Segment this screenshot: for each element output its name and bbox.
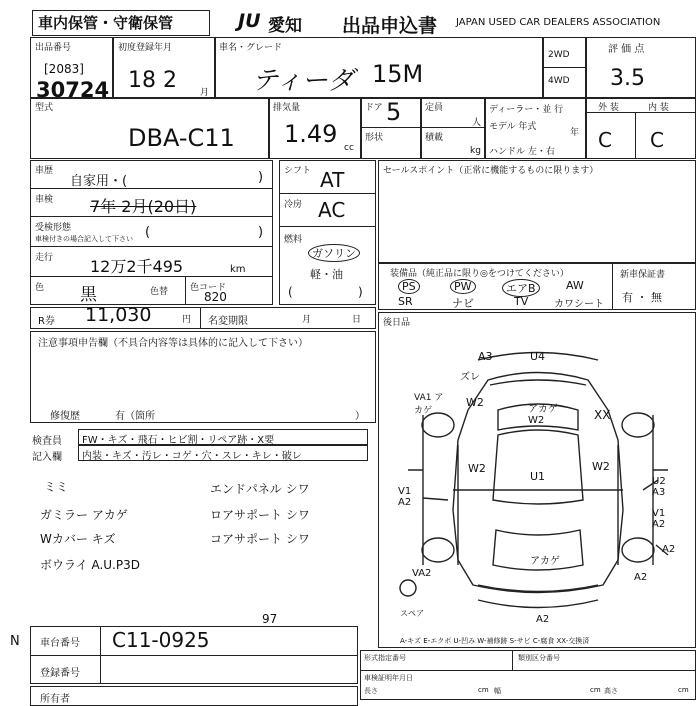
- color-value: 黒: [80, 285, 97, 305]
- fuel-label: 燃料: [284, 235, 303, 245]
- diag-u4: U4: [530, 350, 546, 363]
- diag-w2-b: W2: [468, 462, 486, 475]
- note-4: ロアサポート シワ: [210, 508, 310, 522]
- side-mark: N: [10, 634, 20, 649]
- mileage-label: 走行: [35, 253, 54, 263]
- grade-value: 15M: [372, 60, 424, 88]
- color-code-label: 色コード: [190, 283, 227, 293]
- deadline-label: 名変期限: [208, 316, 248, 327]
- diag-w2-a: W2: [466, 396, 484, 409]
- equip-airbag: エアB: [502, 279, 540, 297]
- deadline-month: 月: [302, 315, 312, 325]
- diag-v1-a2-left: V1 A2: [398, 486, 412, 508]
- load-unit: kg: [470, 146, 481, 156]
- receipt-label: 受検形態: [35, 223, 72, 233]
- note-6: コアサポート シワ: [210, 532, 310, 546]
- notes-label: 注意事項申告欄（不具合内容等は具体的に記入して下さい）: [38, 338, 308, 349]
- inspector-label-2: 記入欄: [32, 452, 62, 463]
- color-change-label: 色替: [150, 287, 169, 297]
- form-spec-label: 形式指定番号: [364, 654, 406, 662]
- inspection-label: 車検: [35, 195, 54, 205]
- width-label: 幅: [494, 687, 501, 695]
- equip-tv: TV: [514, 295, 529, 308]
- equip-navi: ナビ: [452, 297, 474, 310]
- displacement-label: 排気量: [273, 103, 301, 113]
- drive-2wd: 2WD: [548, 50, 570, 60]
- lot-number: 30724: [36, 78, 110, 102]
- diag-a2-c: A2: [536, 614, 550, 625]
- diag-a2-a: A2: [662, 544, 676, 555]
- receipt-paren: (: [145, 225, 151, 240]
- recycle-box: [30, 307, 376, 329]
- model-year-label: モデル 年式: [489, 122, 537, 132]
- interior-label: 内 装: [648, 103, 669, 113]
- equip-pw: PW: [450, 279, 476, 294]
- dealer-label: ディーラー・並 行: [489, 105, 564, 115]
- first-reg-value: 18 2: [128, 68, 177, 93]
- fuel-light-oil: 軽・油: [310, 268, 343, 281]
- ac-label: 冷房: [284, 200, 303, 210]
- interior-grade: C: [650, 128, 664, 152]
- equip-seat: カワシート: [554, 299, 604, 310]
- recycle-value: 11,030: [85, 304, 152, 326]
- height-label: 高さ: [604, 687, 618, 695]
- diag-a3: A3: [478, 350, 493, 363]
- ju-logo: JU: [238, 10, 261, 32]
- diag-akage-w2: アカゲ W2: [528, 404, 558, 426]
- drive-4wd: 4WD: [548, 76, 570, 86]
- fuel-gas: ガソリン: [308, 244, 360, 262]
- score-value: 3.5: [610, 66, 645, 91]
- owner-label: 所有者: [40, 694, 70, 705]
- diag-u1: U1: [530, 470, 546, 483]
- capacity-unit: 人: [472, 118, 482, 128]
- warranty-label: 新車保証書: [620, 270, 666, 280]
- diag-va1: VA1 アカゲ: [414, 393, 444, 416]
- inspector-row-1-text: FW・キズ・飛石・ヒビ割・リペア跡・X要: [82, 435, 275, 446]
- inspector-label-1: 検査員: [32, 436, 62, 447]
- capacity-label: 定員: [425, 103, 444, 113]
- displacement-value: 1.49: [284, 120, 338, 148]
- receipt-sub: 車検付きの場合記入して下さい: [35, 235, 133, 243]
- diag-u2-a3: U2 A3: [652, 476, 666, 498]
- equip-sr: SR: [398, 295, 413, 308]
- reg-label: 登録番号: [40, 668, 80, 679]
- type-label: 型式: [35, 103, 54, 113]
- diag-xx: XX: [594, 408, 611, 422]
- chassis-extra: 97: [262, 612, 278, 626]
- association-name: JAPAN USED CAR DEALERS ASSOCIATION: [456, 17, 661, 28]
- length-label: 長さ: [364, 687, 378, 695]
- chassis-label: 車台番号: [40, 638, 80, 649]
- repair-close: ）: [355, 411, 365, 422]
- ac-value: AC: [318, 198, 346, 222]
- door-value: 5: [386, 98, 402, 126]
- displacement-unit: cc: [344, 143, 354, 153]
- exterior-label: 外 装: [598, 103, 619, 113]
- history-label: 車歴: [35, 166, 54, 176]
- diag-a2-b: A2: [634, 572, 648, 583]
- equip-aw: AW: [566, 279, 584, 292]
- shift-value: AT: [320, 168, 345, 192]
- category-label: 類別区分番号: [518, 654, 560, 662]
- shape-label: 形状: [365, 133, 384, 143]
- diag-v1-a2-right: V1 A2: [652, 508, 666, 530]
- history-value: 自家用・(: [70, 174, 128, 189]
- diag-w2-c: W2: [592, 460, 610, 473]
- color-label: 色: [35, 283, 45, 293]
- model-year-unit: 年: [570, 128, 580, 138]
- diag-va2: VA2: [412, 568, 432, 579]
- equipment-label: 装備品（純正品に限り◎をつけてください）: [390, 269, 569, 279]
- note-7: ボウライ A.U.P3D: [40, 558, 140, 572]
- owner-box: [30, 686, 358, 706]
- lot-label: 出品番号: [35, 43, 72, 53]
- repair-value: 有（箇所: [115, 411, 155, 422]
- model-label: 車名・グレード: [219, 43, 283, 53]
- load-label: 積載: [425, 133, 444, 143]
- storage-tag-text: 車内保管・守衛保管: [38, 14, 174, 32]
- receipt-paren-close: ): [258, 225, 264, 240]
- length-unit: cm: [478, 686, 489, 694]
- note-2: エンドパネル シワ: [210, 482, 310, 496]
- width-unit: cm: [590, 686, 601, 694]
- spare-label: スペア: [400, 609, 424, 618]
- repair-label: 修復歴: [50, 411, 80, 422]
- lot-sub-number: [2083]: [44, 62, 84, 76]
- note-5: Wカバー キズ: [40, 532, 116, 546]
- rear-day-label: 後日品: [383, 318, 411, 328]
- mileage-value: 12万2千495: [90, 257, 184, 276]
- model-value: ティーダ: [252, 66, 354, 96]
- damage-legend: A-キズ E-エクボ U-凹み W-補修跡 S-サビ C-腐食 XX-交換済: [400, 637, 590, 645]
- chassis-value: C11-0925: [112, 628, 210, 652]
- score-label: 評 価 点: [608, 44, 645, 55]
- warranty-value: 有 ・ 無: [622, 291, 662, 304]
- mileage-unit: km: [230, 264, 246, 275]
- deadline-day: 日: [352, 315, 362, 325]
- color-code-value: 820: [204, 290, 227, 304]
- shift-label: シフト: [284, 166, 312, 176]
- equip-ps: PS: [398, 279, 420, 294]
- type-value: DBA-C11: [128, 124, 235, 152]
- recycle-label: R券: [38, 316, 55, 327]
- first-reg-label: 初度登録年月: [118, 43, 173, 53]
- height-unit: cm: [678, 686, 689, 694]
- exterior-grade: C: [598, 128, 612, 152]
- selling-points-label: セールスポイント（正常に機能するものに限ります）: [383, 166, 599, 176]
- diag-zure: ズレ: [460, 372, 480, 383]
- form-title: 出品申込書: [342, 15, 438, 37]
- handle-label: ハンドル 左・右: [489, 147, 555, 157]
- inspector-row-2-text: 内装・キズ・汚レ・コゲ・穴・スレ・キレ・破レ: [82, 451, 302, 462]
- door-label: ドア: [365, 103, 383, 113]
- note-3: ガミラー アカゲ: [40, 508, 128, 522]
- history-close: ): [258, 170, 264, 185]
- fuel-paren-close: ): [358, 285, 363, 299]
- logo-region: 愛知: [268, 16, 302, 36]
- first-reg-month: 月: [200, 88, 210, 98]
- recycle-unit: 円: [182, 315, 192, 325]
- inspection-value: 7年 2月(20日): [90, 197, 197, 216]
- diag-akage: アカゲ: [530, 556, 560, 567]
- note-1: ミミ: [44, 480, 69, 494]
- cert-label: 車検証明年月日: [364, 674, 413, 682]
- fuel-paren: (: [288, 285, 293, 299]
